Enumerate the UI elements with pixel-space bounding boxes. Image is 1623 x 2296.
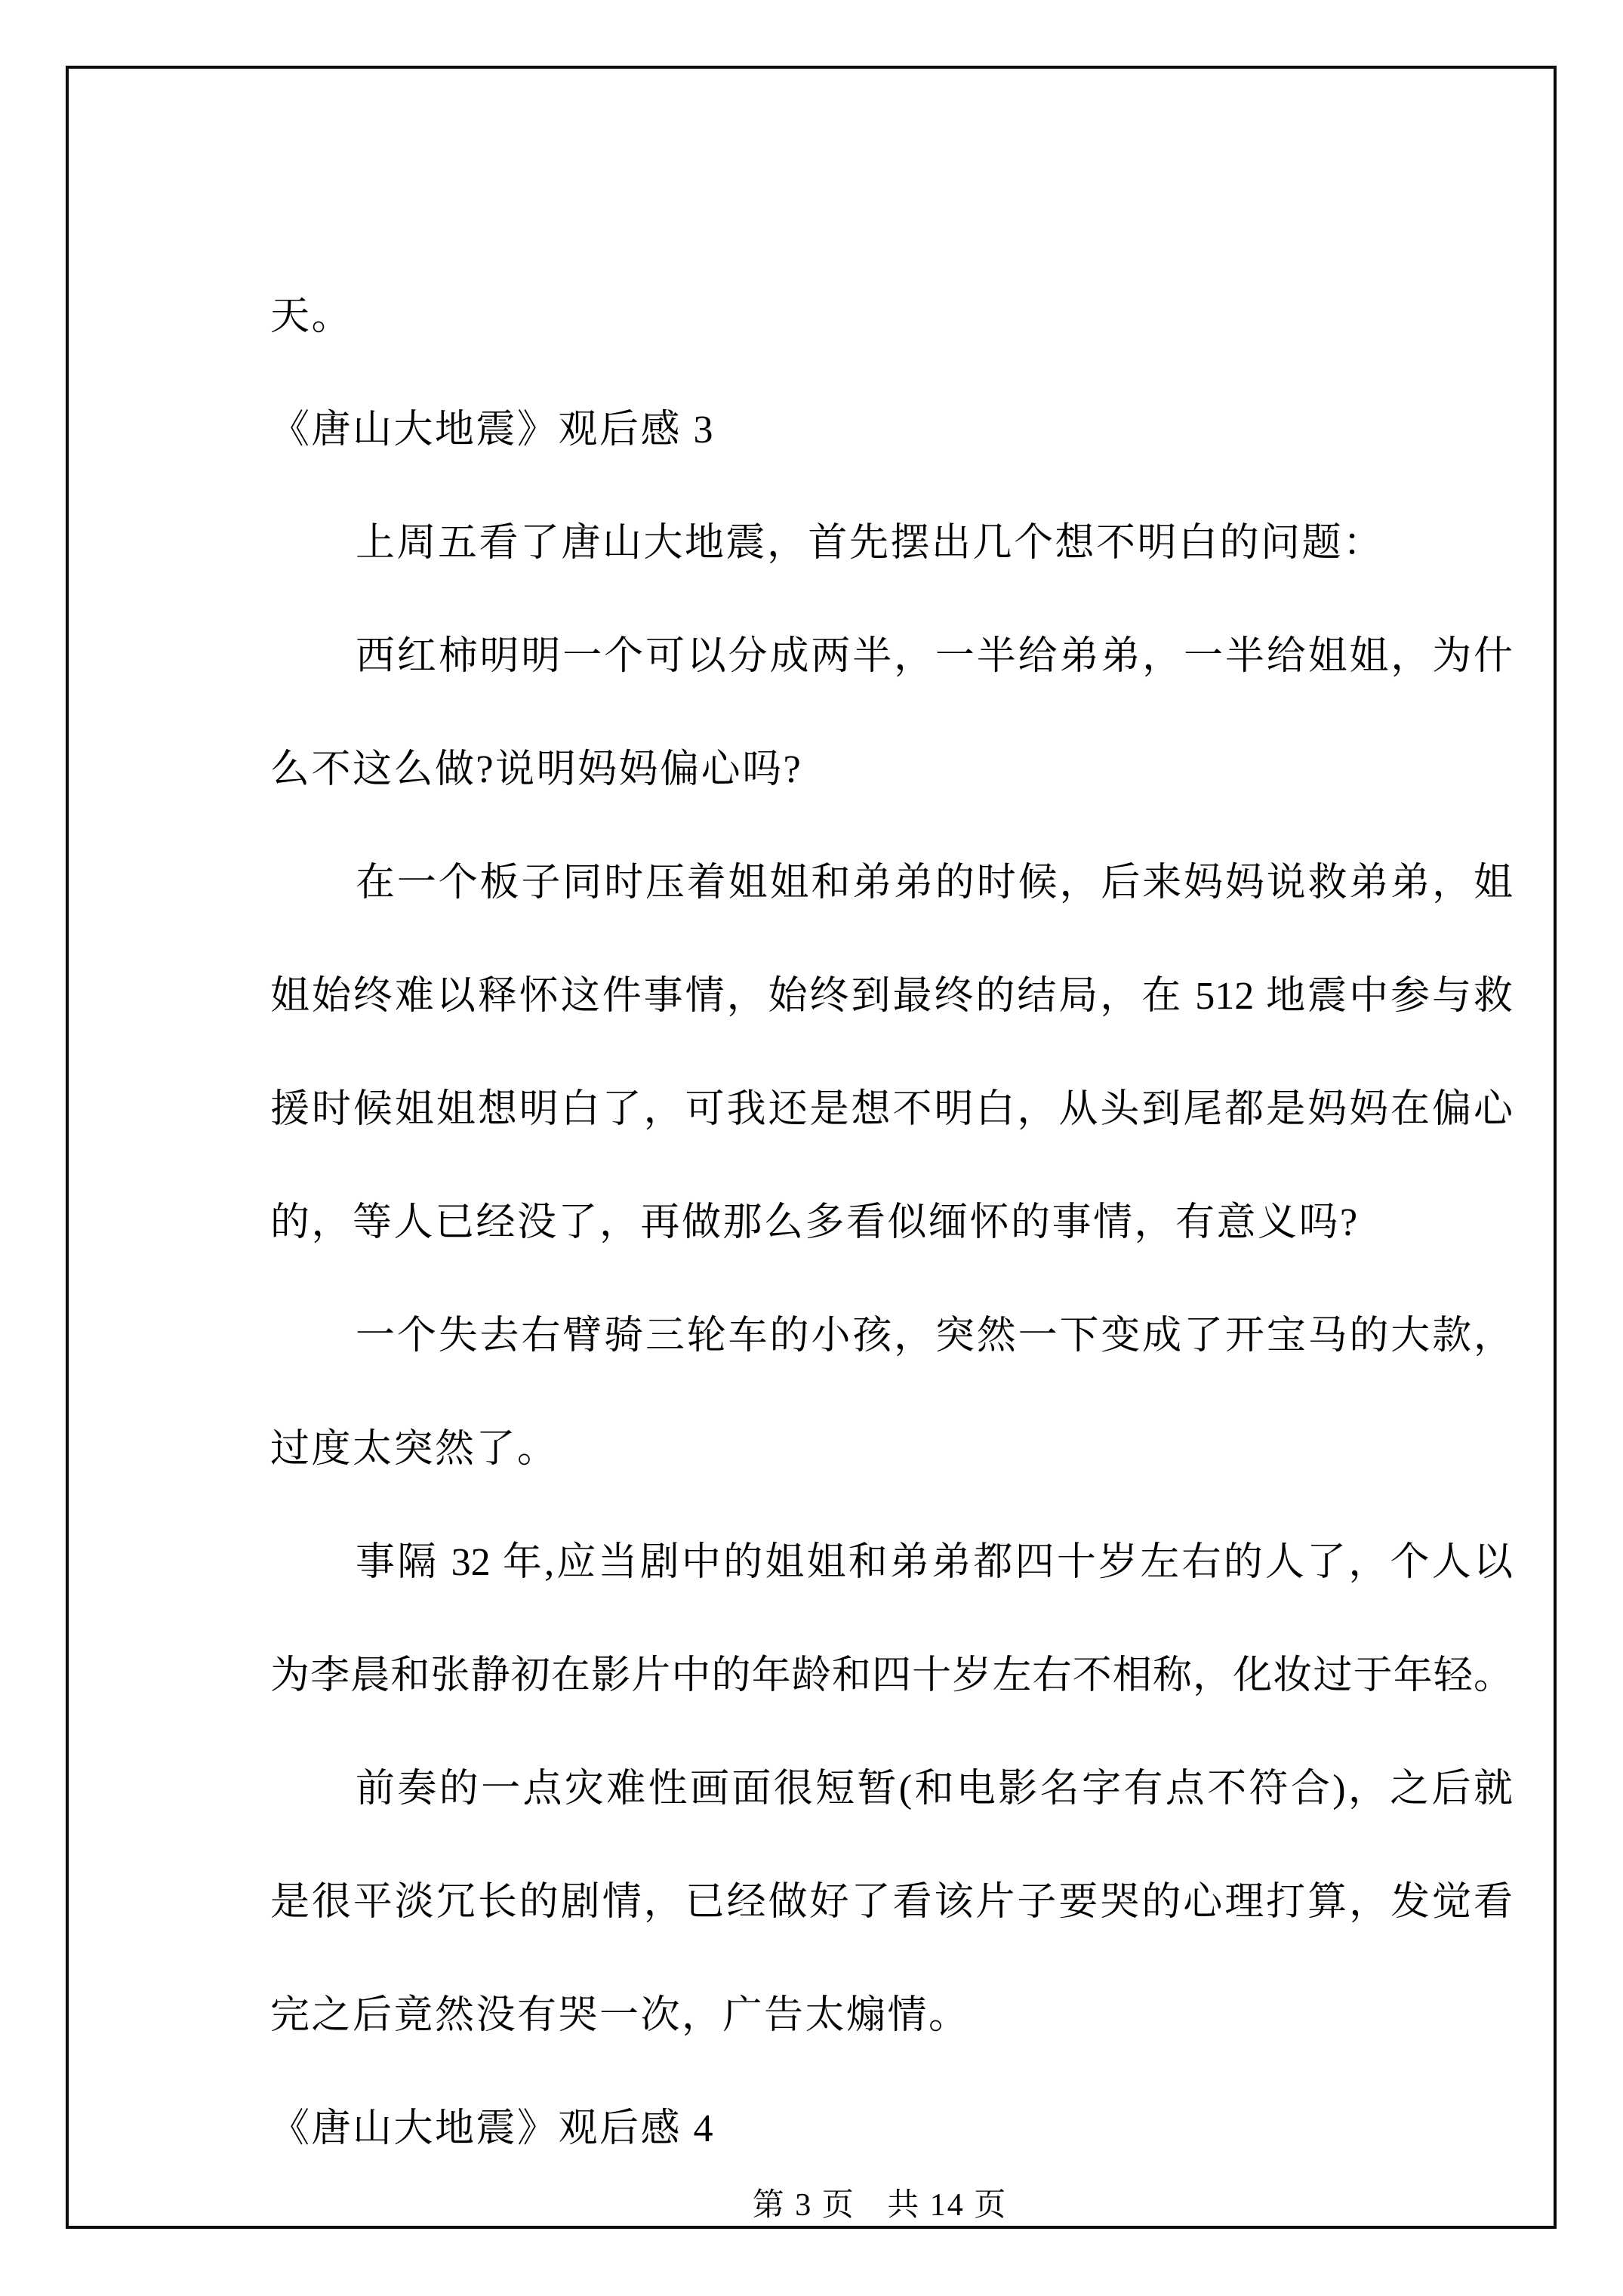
document-line: 前奏的一点灾难性画面很短暂(和电影名字有点不符合)，之后就 <box>356 1767 1513 1811</box>
document-line: 为李晨和张静初在影片中的年龄和四十岁左右不相称，化妆过于年轻。 <box>270 1654 1513 1697</box>
document-line: 一个失去右臂骑三轮车的小孩，突然一下变成了开宝马的大款， <box>356 1314 1513 1358</box>
document-line: 在一个板子同时压着姐姐和弟弟的时候，后来妈妈说救弟弟，姐 <box>356 861 1513 905</box>
document-line: 完之后竟然没有哭一次，广告太煽情。 <box>270 1994 970 2037</box>
document-line: 过度太突然了。 <box>270 1428 559 1471</box>
document-line: 的，等人已经没了，再做那么多看似缅怀的事情，有意义吗? <box>270 1201 1360 1244</box>
footer-page-number: 第 3 页 <box>752 2188 855 2223</box>
page-footer <box>134 2183 1623 2228</box>
document-line: 天。 <box>270 295 353 338</box>
document-line: 西红柿明明一个可以分成两半，一半给弟弟，一半给姐姐，为什 <box>356 635 1513 678</box>
document-line: 事隔 32 年,应当剧中的姐姐和弟弟都四十岁左右的人了，个人以 <box>356 1541 1513 1584</box>
document-line: 姐始终难以释怀这件事情，始终到最终的结局，在 512 地震中参与救 <box>270 975 1513 1018</box>
section-heading: 《唐山大地震》观后感 3 <box>270 408 716 451</box>
document-line: 援时候姐姐想明白了，可我还是想不明白，从头到尾都是妈妈在偏心 <box>270 1088 1513 1131</box>
document-body <box>270 260 1513 2186</box>
document-line: 上周五看了唐山大地震，首先摆出几个想不明白的问题： <box>356 522 1384 565</box>
footer-total-pages: 共 14 页 <box>887 2188 1008 2223</box>
page-border-frame <box>66 66 1557 2229</box>
document-line: 是很平淡冗长的剧情，已经做好了看该片子要哭的心理打算，发觉看 <box>270 1881 1513 1924</box>
document-line: 么不这么做?说明妈妈偏心吗? <box>270 748 803 791</box>
section-heading: 《唐山大地震》观后感 4 <box>270 2107 716 2150</box>
